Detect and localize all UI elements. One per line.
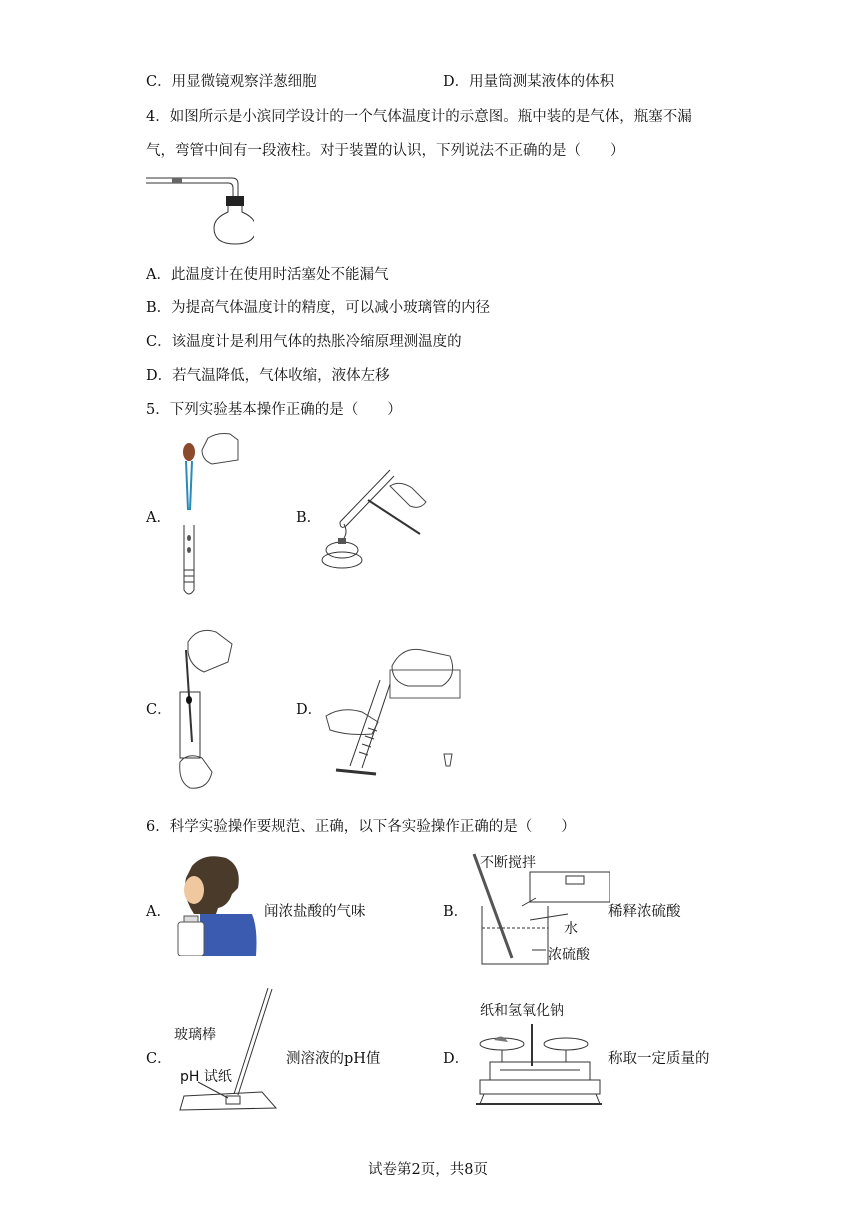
q3-option-d: D．用量筒测某液体的体积	[443, 74, 615, 90]
fig-c-paper-label: pH 试纸	[180, 1069, 232, 1085]
q4-option-c: C．该温度计是利用气体的热胀冷缩原理测温度的	[146, 334, 462, 350]
q4-stem-line2: 气，弯管中间有一段液柱。对于装置的认识，下列说法不正确的是（ ）	[146, 143, 625, 159]
page-footer: 试卷第2页，共8页	[368, 1162, 488, 1178]
q6-caption-d: 称取一定质量的	[608, 1051, 710, 1067]
balance-scale-figure	[476, 1000, 606, 1110]
fig-b-water-label: 水	[564, 921, 578, 937]
fig-c-rod-label: 玻璃棒	[174, 1027, 216, 1043]
q6-label-c: C．	[146, 1051, 172, 1067]
q6-label-d: D．	[443, 1051, 470, 1067]
q5-label-d: D．	[296, 702, 323, 718]
fig-b-stir-label: 不断搅拌	[480, 855, 536, 871]
q4-stem-line1: 4．如图所示是小滨同学设计的一个气体温度计的示意图。瓶中装的是气体，瓶塞不漏	[146, 109, 692, 125]
q5-label-c: C．	[146, 702, 172, 718]
fig-d-text-label: 纸和氢氧化钠	[480, 1003, 564, 1019]
q6-caption-c: 测溶液的pH值	[286, 1051, 381, 1067]
q4-option-d: D．若气温降低，气体收缩，液体左移	[146, 368, 390, 384]
q5-label-a: A．	[146, 510, 171, 526]
gas-thermometer-figure	[144, 170, 254, 248]
q6-stem: 6．科学实验操作要规范、正确，以下各实验操作正确的是（ ）	[146, 819, 576, 835]
q6-caption-a: 闻浓盐酸的气味	[264, 904, 366, 920]
q4-option-a: A．此温度计在使用时活塞处不能漏气	[146, 267, 389, 283]
q5-stem: 5．下列实验基本操作正确的是（ ）	[146, 402, 402, 418]
q4-option-b: B．为提高气体温度计的精度，可以减小玻璃管的内径	[146, 300, 491, 316]
heating-test-tube-figure	[320, 460, 432, 572]
q6-label-a: A．	[146, 904, 171, 920]
q3-option-c: C．用显微镜观察洋葱细胞	[146, 74, 317, 90]
dilute-acid-figure	[470, 850, 610, 970]
pouring-into-cylinder-figure	[322, 636, 472, 786]
graduated-cylinder-stirring-figure	[168, 622, 240, 794]
smelling-acid-figure	[172, 852, 258, 956]
ph-test-figure	[170, 986, 280, 1112]
q6-caption-b: 稀释浓硫酸	[608, 904, 681, 920]
q5-label-b: B．	[296, 510, 322, 526]
dropper-figure	[172, 430, 244, 602]
fig-b-acid-label: 浓硫酸	[548, 947, 590, 963]
q6-label-b: B．	[443, 904, 469, 920]
